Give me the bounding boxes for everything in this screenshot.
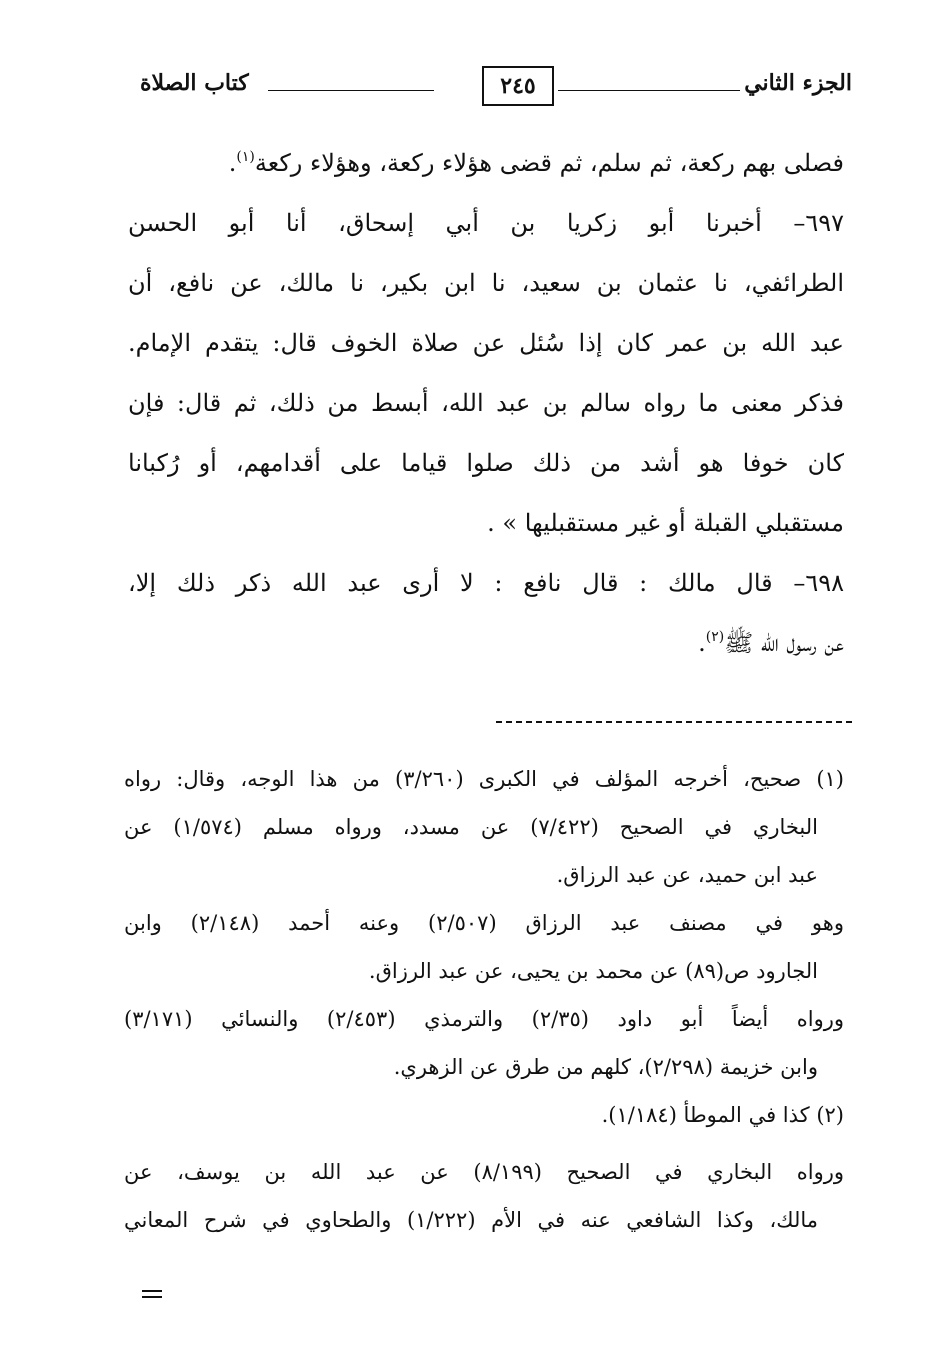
- footnote-line: الجارود ص(٨٩) عن محمد بن يحيى، عن عبد الرزاق.: [368, 959, 818, 983]
- header-rule-right: [558, 90, 740, 91]
- footnote-line: عبد ابن حميد، عن عبد الرزاق.: [556, 863, 818, 887]
- continuation-mark: [142, 1290, 162, 1298]
- footnote-separator: [496, 721, 852, 723]
- text-line: عبد الله بن عمر كان إذا سُئل عن صلاة الخوف قال: يتقدم الإمام.: [128, 329, 844, 357]
- page-number: ٢٤٥: [500, 73, 536, 99]
- text-line: عن رسول الله ﷺ$^{(٢)}$.: [698, 629, 844, 657]
- footnote-line: وهو في مصنف عبد الرزاق (٢/٥٠٧) وعنه أحمد (٢/١٤٨) وابن: [124, 911, 844, 935]
- running-header: [140, 62, 852, 114]
- footnote-line: البخاري في الصحيح (٧/٤٢٢) عن مسدد، ورواه مسلم (١/٥٧٤) عن: [124, 815, 818, 839]
- footnote-line: (٢) كذا في الموطأ (١/١٨٤).: [601, 1103, 844, 1127]
- header-rule-left: [268, 90, 434, 91]
- text-line: مستقبلي القبلة أو غير مستقبليها » .: [487, 509, 844, 537]
- text-line: ٦٩٨– قال مالك : قال نافع : لا أرى عبد الله ذكر ذلك إلا،: [128, 569, 844, 597]
- text-line: كان خوفا هو أشد من ذلك صلوا قياما على أقدامهم، أو رُكبانا: [128, 449, 844, 477]
- footnote-line: ورواه أيضاً أبو داود (٢/٣٥) والترمذي (٢/٤٥٣) والنسائي (٣/١٧١): [124, 1007, 844, 1031]
- book-title: كتاب الصلاة: [140, 70, 249, 96]
- footnote-line: ورواه البخاري في الصحيح (٨/١٩٩) عن عبد الله بن يوسف، عن: [124, 1160, 844, 1184]
- text-line: ٦٩٧– أخبرنا أبو زكريا بن أبي إسحاق، أنا أبو الحسن: [128, 209, 844, 237]
- text-line: فصلى بهم ركعة، ثم سلم، ثم قضى هؤلاء ركعة، وهؤلاء ركعة$^{(١)}$.: [228, 149, 844, 177]
- main-text: [128, 133, 844, 673]
- footnote-ref[interactable]: (١): [236, 149, 255, 165]
- text-line: فذكر معنى ما رواه سالم بن عبد الله، أبسط من ذلك، ثم قال: فإن: [128, 389, 844, 417]
- footnote-ref[interactable]: (٢): [705, 629, 725, 645]
- text-line: الطرائفي، نا عثمان بن سعيد، نا ابن بكير، نا مالك، عن نافع، أن: [128, 269, 844, 297]
- footnote-line: وابن خزيمة (٢/٢٩٨)، كلهم من طرق عن الزهري.: [393, 1055, 818, 1079]
- footnote-line: مالك، وكذا الشافعي عنه في الأم (١/٢٢٢) والطحاوي في شرح المعاني: [124, 1208, 818, 1232]
- footnote-line: (١) صحيح، أخرجه المؤلف في الكبرى (٣/٢٦٠) من هذا الوجه، وقال: رواه: [124, 767, 844, 791]
- page-number-box: [482, 66, 554, 106]
- volume-label: الجزء الثاني: [744, 70, 852, 96]
- footnotes: [124, 755, 844, 1244]
